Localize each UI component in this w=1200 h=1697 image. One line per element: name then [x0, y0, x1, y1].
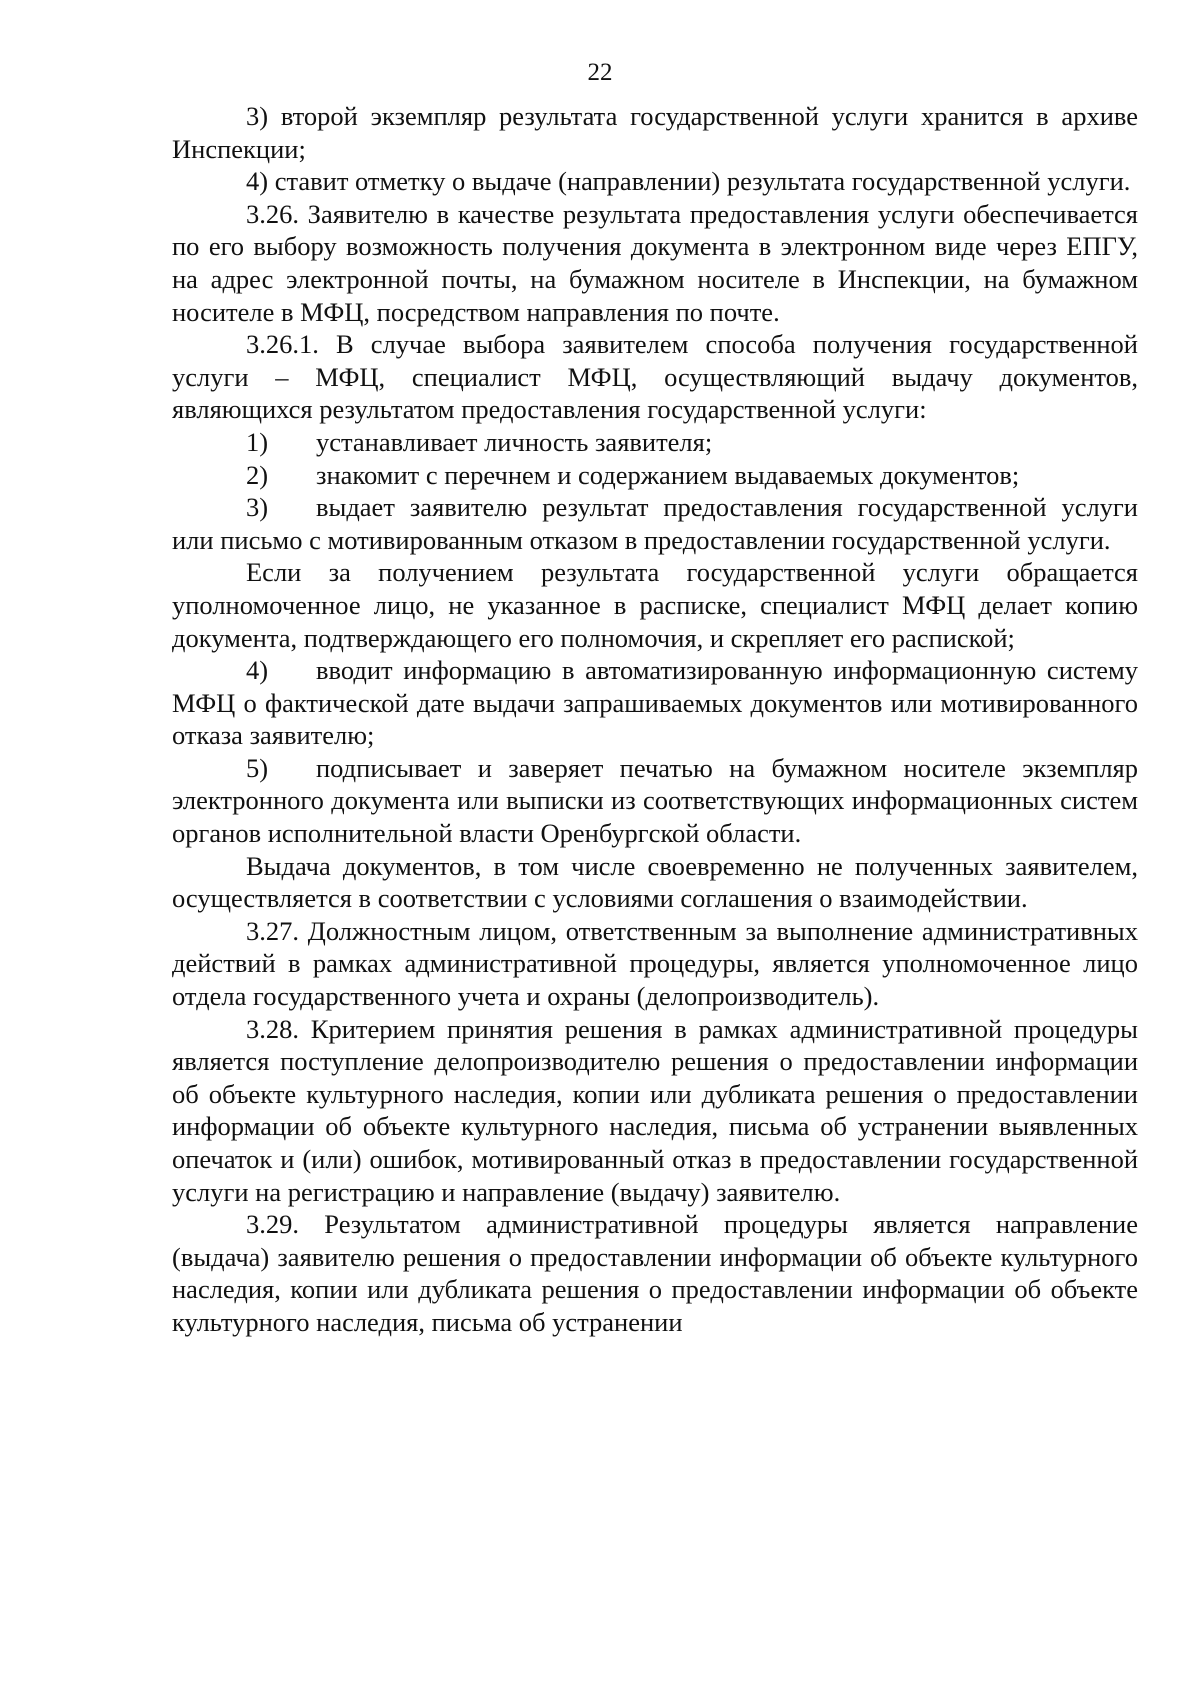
- list-item-4: [172, 654, 1138, 752]
- list-number: 4): [246, 655, 269, 686]
- list-item-3: [172, 491, 1138, 556]
- list-text: вводит информацию в автоматизированную информационную систему МФЦ о фактической дате выдачи запрашиваемых документов или мотивированного отказа заявителю;: [172, 655, 1138, 751]
- paragraph-3-archive: 3) второй экземпляр результата государственной услуги хранится в архиве Инспекции;: [172, 101, 1138, 164]
- document-body: [172, 100, 1138, 1339]
- page-number: 22: [587, 59, 613, 86]
- paragraph-4-mark-issuance: 4) ставит отметку о выдаче (направлении) результата государственной услуги.: [246, 166, 1131, 197]
- paragraph-authorized-person: Если за получением результата государственной услуги обращается уполномоченное лицо, не указанное в расписке, специалист МФЦ делает копию документа, подтверждающего его полномочия, и скрепляет его распиской;: [172, 557, 1138, 653]
- list-text: знакомит с перечнем и содержанием выдаваемых документов;: [316, 459, 1020, 490]
- list-number: 3): [246, 492, 269, 523]
- list-number: 1): [246, 426, 269, 457]
- list-item-2: [172, 459, 1138, 492]
- paragraph-issuance: Выдача документов, в том числе своевременно не полученных заявителем, осуществляется в соответствии с условиями соглашения о взаимодействии.: [172, 850, 1138, 914]
- paragraph-3-27: 3.27. Должностным лицом, ответственным за выполнение административных действий в рамках административной процедуры, является уполномоченное лицо отдела государственного учета и охраны (делопроизводитель).: [172, 915, 1138, 1012]
- list-text: выдает заявителю результат предоставления государственной услуги или письмо с мотивированным отказом в предоставлении государственной услуги.: [172, 492, 1138, 555]
- list-item-1: [172, 426, 1138, 459]
- paragraph-3-29: 3.29. Результатом административной процедуры является направление (выдача) заявителю решения о предоставлении информации об объекте культурного наследия, копии или дубликата решения о предоставлении информации об объекте культурного наследия, письма об устранении: [172, 1209, 1138, 1337]
- list-item-5: [172, 752, 1138, 850]
- list-number: 2): [246, 459, 269, 490]
- list-number: 5): [246, 752, 269, 783]
- paragraph-3-26-1: 3.26.1. В случае выбора заявителем способа получения государственной услуги – МФЦ, специалист МФЦ, осуществляющий выдачу документов, являющихся результатом предоставления государственной услуги:: [172, 329, 1138, 425]
- paragraph-3-28: 3.28. Критерием принятия решения в рамках административной процедуры является поступление делопроизводителю решения о предоставлении информации об объекте культурного наследия, копии или дубликата решения о предоставлении информации об объекте культурного наследия, письма об устранении выявленных опечаток и (или) ошибок, мотивированный отказ в предоставлении государственной услуги на регистрацию и направление (выдачу) заявителю.: [172, 1013, 1138, 1207]
- paragraph-3-26: 3.26. Заявителю в качестве результата предоставления услуги обеспечивается по его выбору возможность получения документа в электронном виде через ЕПГУ, на адрес электронной почты, на бумажном носителе в Инспекции, на бумажном носителе в МФЦ, посредством направления по почте.: [172, 198, 1138, 327]
- list-text: подписывает и заверяет печатью на бумажном носителе экземпляр электронного документа или выписки из соответствующих информационных систем органов исполнительной власти Оренбургской области.: [172, 752, 1138, 849]
- list-text: устанавливает личность заявителя;: [316, 426, 713, 457]
